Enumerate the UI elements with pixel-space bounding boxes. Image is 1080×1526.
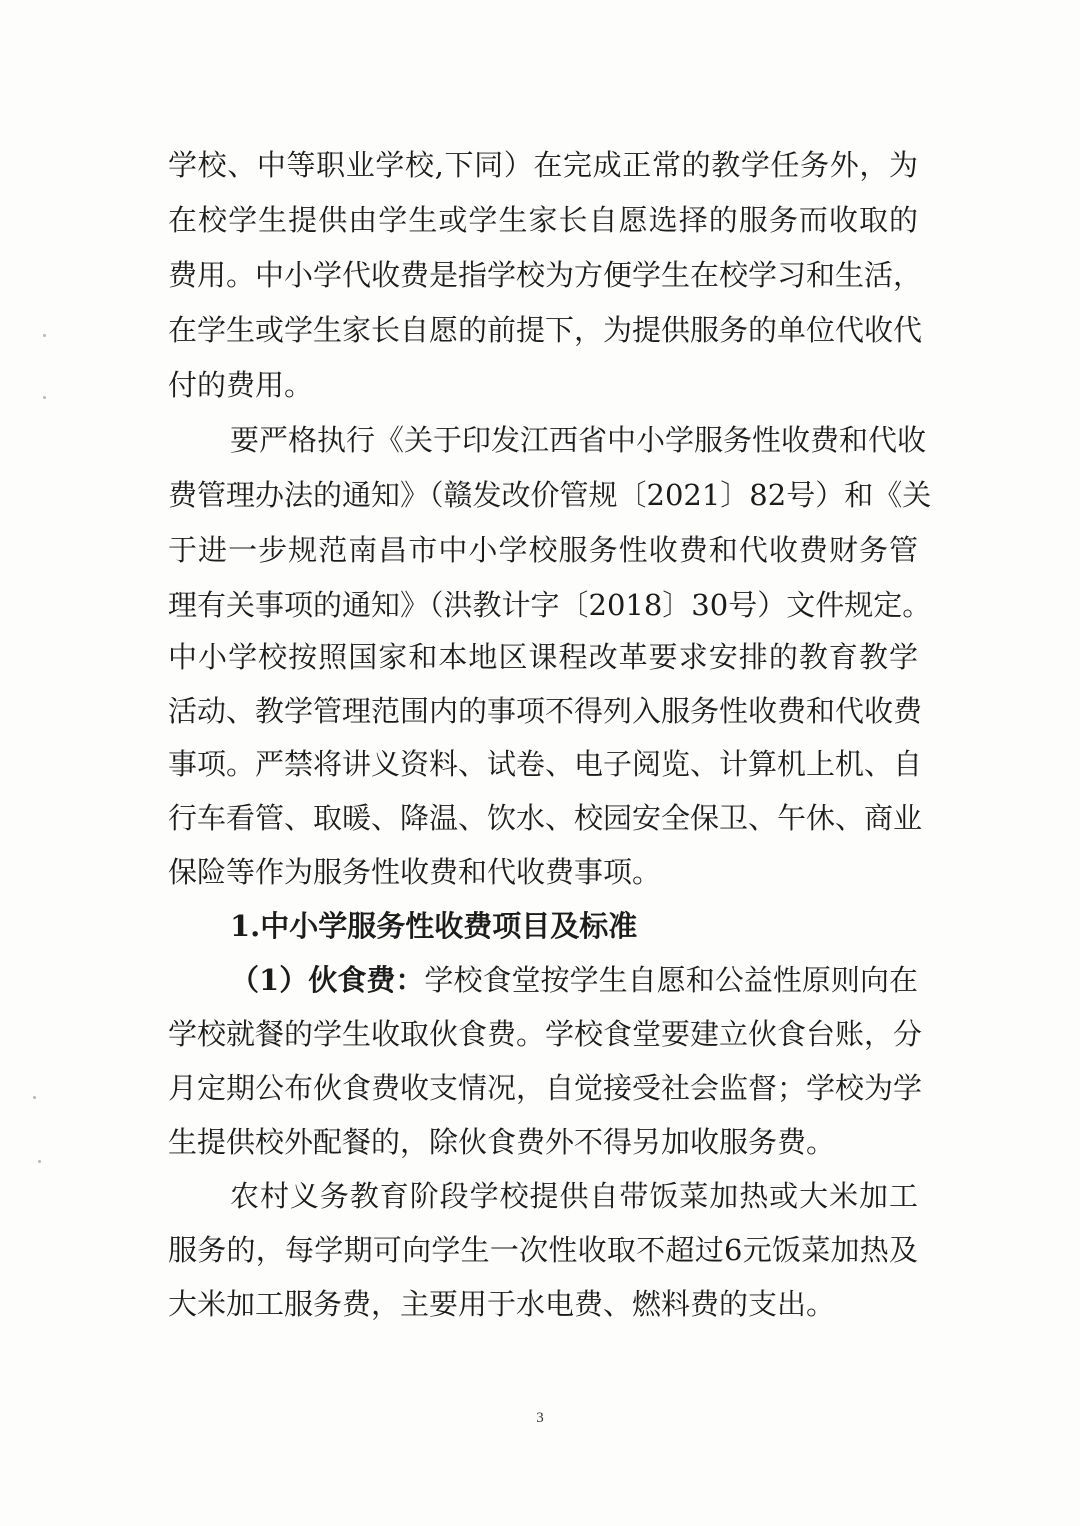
body-line: 要严格执行《关于印发江西省中小学服务性收费和代收 <box>230 423 927 457</box>
body-line: 农村义务教育阶段学校提供自带饭菜加热或大米加工 <box>230 1179 918 1213</box>
body-line: 费管理办法的通知》（赣发改价管规〔2021〕82号）和《关 <box>168 478 932 512</box>
scan-speck <box>33 1096 36 1099</box>
scan-speck <box>43 334 46 337</box>
item-label: （1）伙食费： <box>230 963 425 997</box>
body-line: 行车看管、取暖、降温、饮水、校园安全保卫、午休、商业 <box>168 801 923 835</box>
scan-speck <box>43 396 46 399</box>
section-heading: 1.中小学服务性收费项目及标准 <box>230 909 638 943</box>
body-line: 中小学校按照国家和本地区课程改革要求安排的教育教学 <box>168 640 918 674</box>
body-line <box>230 960 918 1000</box>
body-line: 活动、教学管理范围内的事项不得列入服务性收费和代收费 <box>168 694 923 728</box>
body-line: 学校就餐的学生收取伙食费。学校食堂要建立伙食台账，分 <box>168 1017 923 1051</box>
body-line: 在校学生提供由学生或学生家长自愿选择的服务而收取的 <box>168 203 918 237</box>
scan-speck <box>38 1160 41 1163</box>
body-line: 于进一步规范南昌市中小学校服务性收费和代收费财务管 <box>168 533 918 567</box>
body-line: 事项。严禁将讲义资料、试卷、电子阅览、计算机上机、自 <box>168 747 923 781</box>
body-line: 服务的，每学期可向学生一次性收取不超过6元饭菜加热及 <box>168 1233 918 1267</box>
body-line: 理有关事项的通知》（洪教计字〔2018〕30号）文件规定。 <box>168 588 932 622</box>
body-line: 付的费用。 <box>168 368 314 402</box>
body-line: 在学生或学生家长自愿的前提下，为提供服务的单位代收代 <box>168 313 923 347</box>
page-number: 3 <box>536 1410 544 1426</box>
body-line: 保险等作为服务性收费和代收费事项。 <box>168 855 662 889</box>
body-line: 生提供校外配餐的，除伙食费外不得另加收服务费。 <box>168 1125 836 1159</box>
body-line: 费用。中小学代收费是指学校为方便学生在校学习和生活， <box>168 258 923 292</box>
body-line: 大米加工服务费，主要用于水电费、燃料费的支出。 <box>168 1287 836 1321</box>
body-line: 学校、中等职业学校,下同）在完成正常的教学任务外，为 <box>168 148 918 182</box>
body-line: 月定期公布伙食费收支情况，自觉接受社会监督；学校为学 <box>168 1071 923 1105</box>
item-text: 学校食堂按学生自愿和公益性原则向在 <box>424 963 918 997</box>
